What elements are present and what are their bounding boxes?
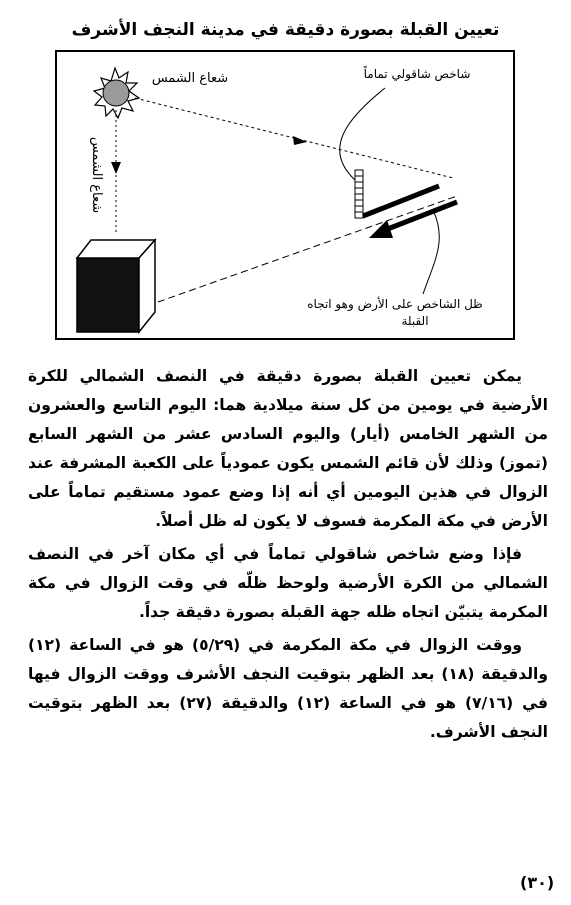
paragraph-2: فإذا وضع شاخص شاقولي تماماً في أي مكان آخر في النصف الشمالي من الكرة الأرضية ولوحظ ظلّه في وقت الزوال في مكة المكرمة يتبيّن اتجاه ظله جهة القبلة بصورة دقيقة جداً. [28,545,548,621]
sun-ray-label-side: شعاع الشمس [89,136,104,214]
paragraph-1: يمكن تعيين القبلة بصورة دقيقة في النصف الشمالي للكرة الأرضية في يومين من كل سنة ميلادية هما: اليوم التاسع والعشرون من الشهر الخامس (أيار) واليوم السادس عشر من الشهر السابع (تموز) وذلك لأن قائم الشمس يكون عمودياً على الكعبة المشرفة عند الزوال في هذين اليومين أي أنه إذا وضع عمود مستقيم تماماً على الأرض في مكة المكرمة فسوف لا يكون له ظل أصلاً. [28,367,548,530]
kaaba-direction-line [158,196,457,302]
shadow-label-pointer [423,210,439,294]
vertical-pole-label: شاخص شاقولي تماماً [363,67,471,81]
page-title: تعيين القبلة بصورة دقيقة في مدينة النجف الأشرف [71,20,500,40]
body-text [28,362,548,751]
page-number: (٣٠) [520,873,555,892]
qibla-diagram [55,50,515,340]
sun-ray-label-top: شعاع الشمس [151,71,229,86]
pole-label-pointer [340,88,385,180]
shadow-label-line2: القبلة [401,314,429,328]
vertical-ray-arrowhead [111,162,121,174]
shadow-label-line1: ظل الشاخص على الأرض وهو اتجاه [307,297,483,311]
paragraph-3: ووقت الزوال في مكة المكرمة في (٥/٢٩) هو في الساعة (١٢) والدقيقة (١٨) بعد الظهر بتوقيت النجف الأشرف ووقت الزوال فيها في (٧/١٦) هو في الساعة (١٢) والدقيقة (٢٧) بعد الظهر بتوقيت النجف الأشرف. [28,636,549,741]
vertical-pole [355,170,363,218]
kaaba-cube [77,240,155,332]
